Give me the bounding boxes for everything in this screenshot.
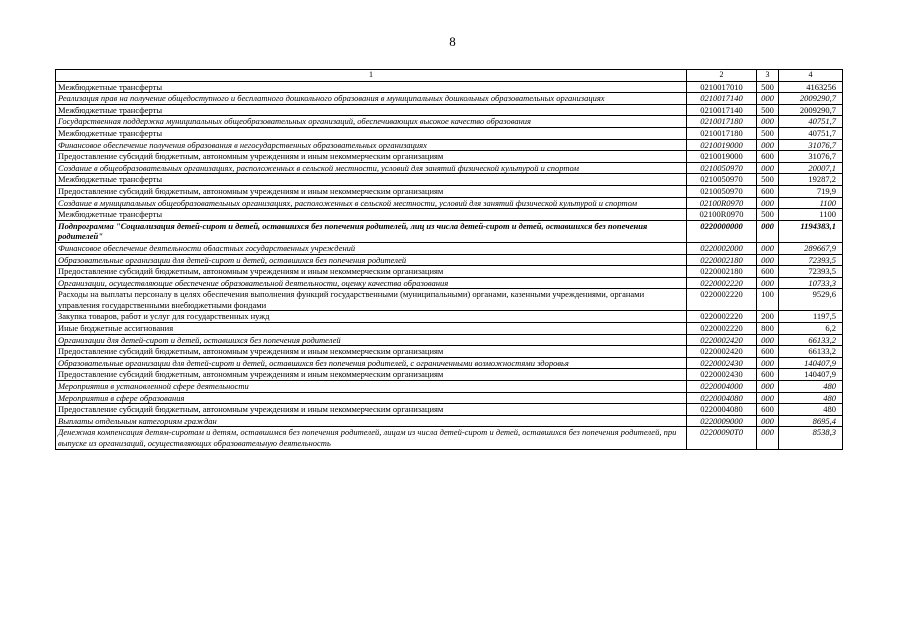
row-name: Организации, осуществляющие обеспечение образовательной деятельности, оценку качества образования <box>56 277 687 289</box>
table-row <box>56 311 843 323</box>
row-expense-type: 600 <box>757 404 779 416</box>
row-amount: 40751,7 <box>779 116 843 128</box>
table-row <box>56 185 843 197</box>
row-code: 0220004000 <box>687 381 757 393</box>
row-expense-type: 000 <box>757 392 779 404</box>
row-amount: 140407,9 <box>779 357 843 369</box>
row-code: 0220002220 <box>687 311 757 323</box>
header-col-3: 3 <box>757 70 779 82</box>
row-name: Предоставление субсидий бюджетным, автономным учреждениям и иным некоммерческим организациям <box>56 266 687 278</box>
table-row <box>56 104 843 116</box>
row-name: Межбюджетные трансферты <box>56 104 687 116</box>
row-code: 0210019000 <box>687 151 757 163</box>
header-col-2: 2 <box>687 70 757 82</box>
page-number: 8 <box>449 34 456 49</box>
row-name: Предоставление субсидий бюджетным, автономным учреждениям и иным некоммерческим организациям <box>56 185 687 197</box>
table-row <box>56 139 843 151</box>
row-amount: 1194383,1 <box>779 220 843 242</box>
row-expense-type: 500 <box>757 81 779 93</box>
row-code: 02100R0970 <box>687 197 757 209</box>
row-amount: 4163256 <box>779 81 843 93</box>
row-code: 0220002220 <box>687 277 757 289</box>
row-amount: 6,2 <box>779 323 843 335</box>
row-amount: 480 <box>779 381 843 393</box>
row-code: 0220004080 <box>687 404 757 416</box>
table-row <box>56 197 843 209</box>
row-amount: 66133,2 <box>779 334 843 346</box>
row-name: Закупка товаров, работ и услуг для государственных нужд <box>56 311 687 323</box>
row-name: Предоставление субсидий бюджетным, автономным учреждениям и иным некоммерческим организациям <box>56 151 687 163</box>
header-col-4: 4 <box>779 70 843 82</box>
row-code: 0220002430 <box>687 357 757 369</box>
table-row <box>56 404 843 416</box>
row-expense-type: 000 <box>757 427 779 449</box>
row-expense-type: 500 <box>757 174 779 186</box>
row-amount: 1197,5 <box>779 311 843 323</box>
row-amount: 40751,7 <box>779 127 843 139</box>
row-code: 0220000000 <box>687 220 757 242</box>
row-code: 0210017140 <box>687 93 757 105</box>
header-col-1: 1 <box>56 70 687 82</box>
table-row <box>56 289 843 311</box>
table-row <box>56 162 843 174</box>
row-name: Создание в общеобразовательных организациях, расположенных в сельской местности, условий для занятий физической культурой и спортом <box>56 162 687 174</box>
row-amount: 31076,7 <box>779 151 843 163</box>
row-amount: 289667,9 <box>779 242 843 254</box>
table-header-row <box>56 70 843 82</box>
table-row <box>56 357 843 369</box>
row-expense-type: 000 <box>757 139 779 151</box>
row-expense-type: 600 <box>757 369 779 381</box>
row-amount: 20007,1 <box>779 162 843 174</box>
row-amount: 2009290,7 <box>779 93 843 105</box>
row-amount: 8695,4 <box>779 415 843 427</box>
row-expense-type: 600 <box>757 266 779 278</box>
row-name: Государственная поддержка муниципальных общеобразовательных организаций, обеспечивающих высокое качество образования <box>56 116 687 128</box>
row-amount: 9529,6 <box>779 289 843 311</box>
row-amount: 480 <box>779 392 843 404</box>
table-row <box>56 254 843 266</box>
table-row <box>56 220 843 242</box>
row-expense-type: 000 <box>757 93 779 105</box>
row-name: Межбюджетные трансферты <box>56 127 687 139</box>
row-code: 0210050970 <box>687 185 757 197</box>
row-expense-type: 500 <box>757 104 779 116</box>
row-amount: 480 <box>779 404 843 416</box>
table-row <box>56 174 843 186</box>
row-name: Предоставление субсидий бюджетным, автономным учреждениям и иным некоммерческим организациям <box>56 346 687 358</box>
row-name: Создание в муниципальных общеобразовательных организациях, расположенных в сельской местности, условий для занятий физической культурой и спортом <box>56 197 687 209</box>
row-amount: 10733,3 <box>779 277 843 289</box>
row-expense-type: 000 <box>757 162 779 174</box>
row-expense-type: 000 <box>757 357 779 369</box>
row-name: Расходы на выплаты персоналу в целях обеспечения выполнения функций государственными (муниципальными) органами, казенными учреждениями, органами управления государственными внебюджетными фондами <box>56 289 687 311</box>
table-row <box>56 242 843 254</box>
row-code: 0220002220 <box>687 323 757 335</box>
row-code: 0210017010 <box>687 81 757 93</box>
row-amount: 72393,5 <box>779 254 843 266</box>
row-name: Образовательные организации для детей-сирот и детей, оставшихся без попечения родителей <box>56 254 687 266</box>
row-name: Организации для детей-сирот и детей, оставшихся без попечения родителей <box>56 334 687 346</box>
row-code: 0210017180 <box>687 127 757 139</box>
row-expense-type: 600 <box>757 346 779 358</box>
row-expense-type: 200 <box>757 311 779 323</box>
row-code: 0220002180 <box>687 266 757 278</box>
row-code: 0220002000 <box>687 242 757 254</box>
row-code: 0220002420 <box>687 346 757 358</box>
row-code: 0210017140 <box>687 104 757 116</box>
table-row <box>56 266 843 278</box>
row-code: 02100R0970 <box>687 209 757 221</box>
table-row <box>56 209 843 221</box>
row-expense-type: 000 <box>757 415 779 427</box>
table-row <box>56 415 843 427</box>
row-name: Реализация прав на получение общедоступного и бесплатного дошкольного образования в муниципальных дошкольных образовательных организациях <box>56 93 687 105</box>
row-name: Межбюджетные трансферты <box>56 81 687 93</box>
row-code: 0220002180 <box>687 254 757 266</box>
row-expense-type: 000 <box>757 254 779 266</box>
row-expense-type: 000 <box>757 334 779 346</box>
row-name: Выплаты отдельным категориям граждан <box>56 415 687 427</box>
row-amount: 719,9 <box>779 185 843 197</box>
table-row <box>56 323 843 335</box>
row-name: Образовательные организации для детей-сирот и детей, оставшихся без попечения родителей, с ограниченными возможностями здоровья <box>56 357 687 369</box>
row-code: 0220002420 <box>687 334 757 346</box>
row-name: Подпрограмма "Социализация детей-сирот и детей, оставшихся без попечения родителей, лиц из числа детей-сирот и детей, оставшихся без попечения родителей" <box>56 220 687 242</box>
table-row <box>56 334 843 346</box>
row-expense-type: 000 <box>757 242 779 254</box>
row-code: 0220009000 <box>687 415 757 427</box>
row-name: Финансовое обеспечение получения образования в негосударственных образовательных организациях <box>56 139 687 151</box>
row-expense-type: 000 <box>757 381 779 393</box>
row-name: Финансовое обеспечение деятельности областных государственных учреждений <box>56 242 687 254</box>
row-expense-type: 100 <box>757 289 779 311</box>
table-row <box>56 346 843 358</box>
row-expense-type: 000 <box>757 277 779 289</box>
row-expense-type: 500 <box>757 127 779 139</box>
row-code: 0210019000 <box>687 139 757 151</box>
row-expense-type: 000 <box>757 197 779 209</box>
table-row <box>56 392 843 404</box>
row-amount: 140407,9 <box>779 369 843 381</box>
row-amount: 1100 <box>779 197 843 209</box>
row-amount: 19287,2 <box>779 174 843 186</box>
table-row <box>56 116 843 128</box>
table-row <box>56 369 843 381</box>
row-name: Предоставление субсидий бюджетным, автономным учреждениям и иным некоммерческим организациям <box>56 404 687 416</box>
row-code: 0220002430 <box>687 369 757 381</box>
row-expense-type: 000 <box>757 116 779 128</box>
row-expense-type: 000 <box>757 220 779 242</box>
row-name: Мероприятия в сфере образования <box>56 392 687 404</box>
row-amount: 31076,7 <box>779 139 843 151</box>
row-code: 0220002220 <box>687 289 757 311</box>
table-row <box>56 427 843 449</box>
row-amount: 1100 <box>779 209 843 221</box>
row-code: 0210050970 <box>687 174 757 186</box>
row-name: Межбюджетные трансферты <box>56 209 687 221</box>
row-code: 0210050970 <box>687 162 757 174</box>
row-amount: 2009290,7 <box>779 104 843 116</box>
row-code: 0220004080 <box>687 392 757 404</box>
row-name: Иные бюджетные ассигнования <box>56 323 687 335</box>
row-name: Мероприятия в установленной сфере деятельности <box>56 381 687 393</box>
row-expense-type: 800 <box>757 323 779 335</box>
row-code: 02200090Т0 <box>687 427 757 449</box>
row-name: Межбюджетные трансферты <box>56 174 687 186</box>
row-expense-type: 600 <box>757 185 779 197</box>
table-row <box>56 81 843 93</box>
row-amount: 72393,5 <box>779 266 843 278</box>
row-code: 0210017180 <box>687 116 757 128</box>
table-row <box>56 93 843 105</box>
row-expense-type: 500 <box>757 209 779 221</box>
table-row <box>56 381 843 393</box>
table-row <box>56 151 843 163</box>
row-amount: 8538,3 <box>779 427 843 449</box>
row-amount: 66133,2 <box>779 346 843 358</box>
row-expense-type: 600 <box>757 151 779 163</box>
table-row <box>56 127 843 139</box>
row-name: Предоставление субсидий бюджетным, автономным учреждениям и иным некоммерческим организациям <box>56 369 687 381</box>
table-row <box>56 277 843 289</box>
budget-table <box>55 69 843 450</box>
row-name: Денежная компенсация детям-сиротам и детям, оставшимся без попечения родителей, лицам из числа детей-сирот и детей, оставшихся без попечения родителей, при выпуске из организаций, осуществляющих образовательную деятельность <box>56 427 687 449</box>
